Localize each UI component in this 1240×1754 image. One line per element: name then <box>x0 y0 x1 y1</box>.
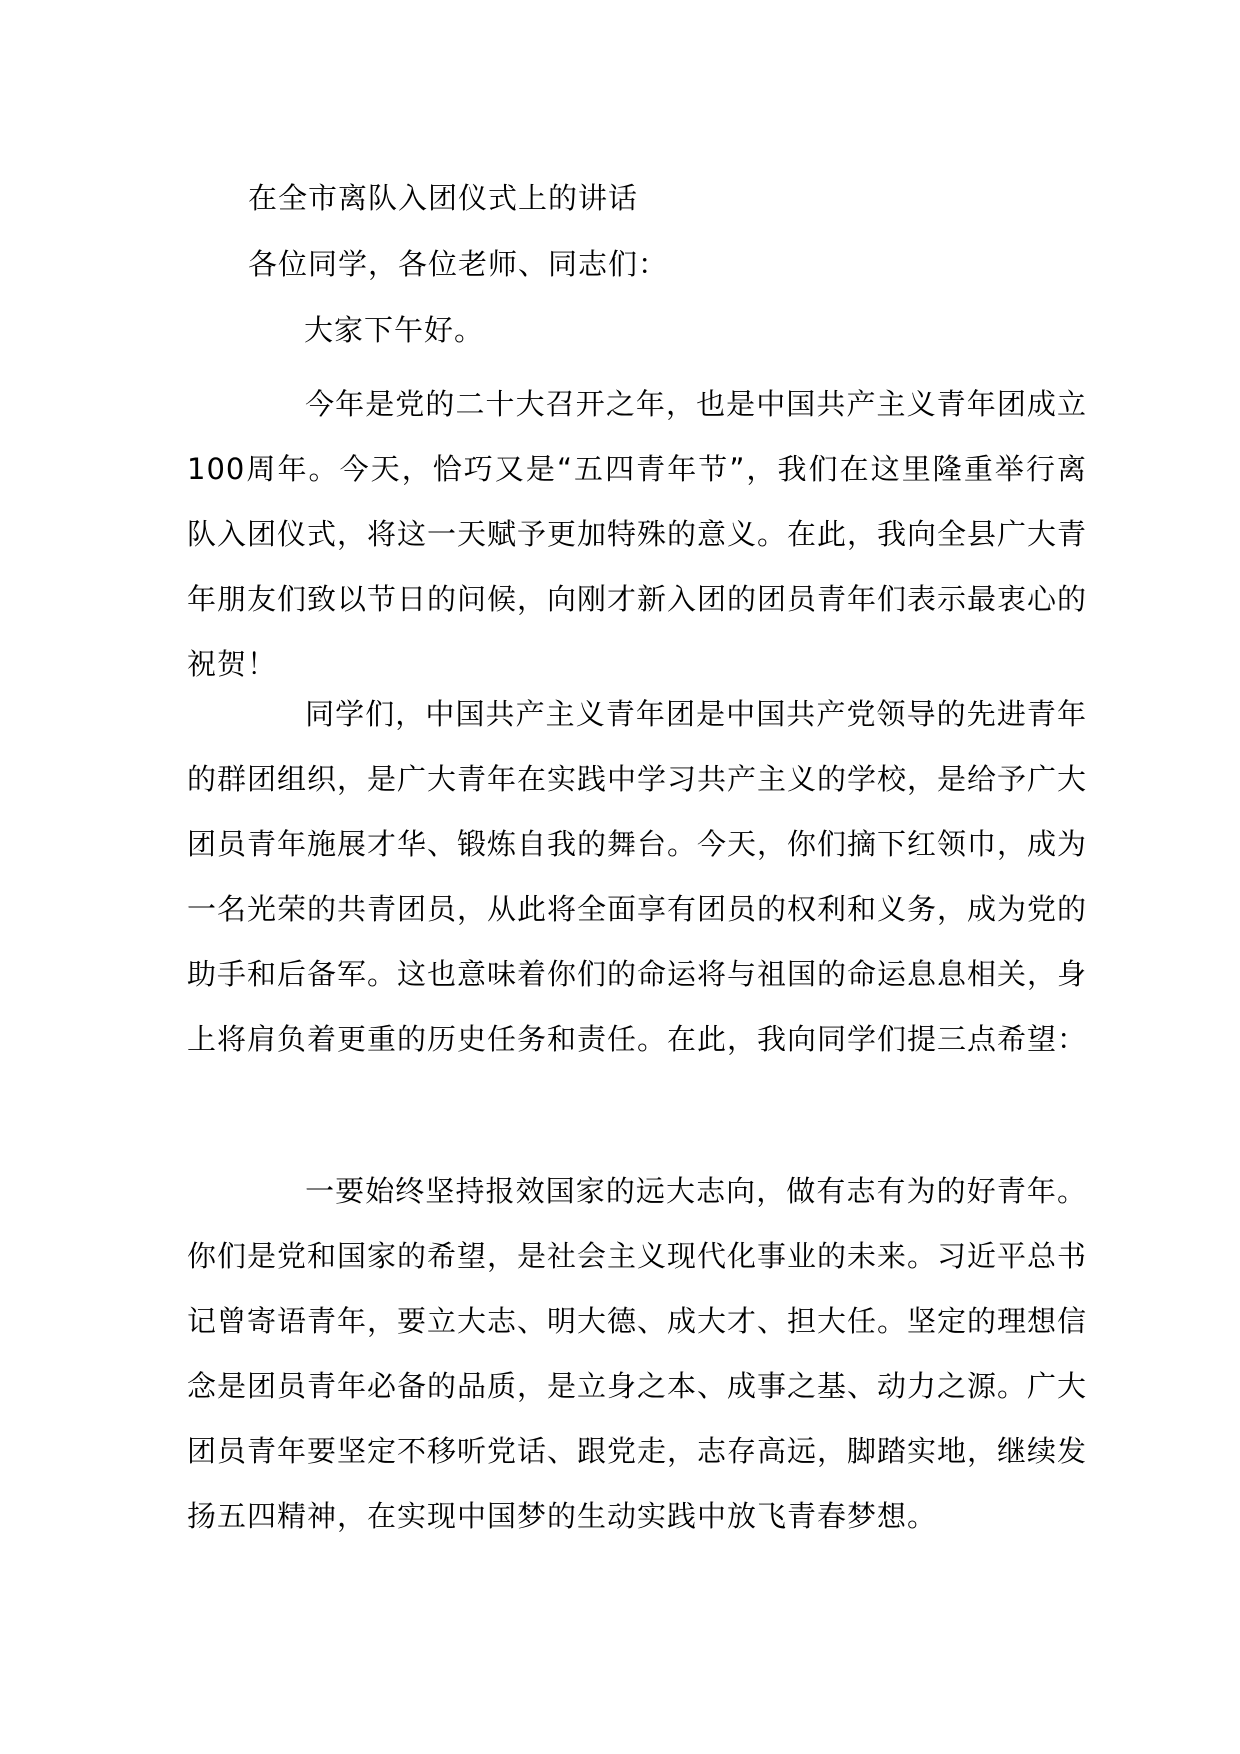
salutation: 各位同学，各位老师、同志们： <box>248 247 669 281</box>
paragraph-text: 同学们，中国共产主义青年团是中国共产党领导的先进青年的群团组织，是广大青年在实践中学习共产主义的学校，是给予广大团员青年施展才华、锻炼自我的舞台。今天，你们摘下红领巾，成为一名光荣的共青团员，从此将全面享有团员的权利和义务，成为党的助手和后备军。这也意味着你们的命运将与祖国的命运息息相关，身上将肩负着更重的历史任务和责任。在此，我向同学们提三点希望： <box>187 697 1088 1056</box>
paragraph-anniversary <box>187 372 1087 697</box>
speech-title: 在全市离队入团仪式上的讲话 <box>248 181 639 215</box>
greeting: 大家下午好。 <box>304 313 485 347</box>
paragraph-text: 今年是党的二十大召开之年，也是中国共产主义青年团成立100周年。今天，恰巧又是“五四青年节”，我们在这里隆重举行离队入团仪式，将这一天赋予更加特殊的意义。在此，我向全县广大青年朋友们致以节日的问候，向刚才新入团的团员青年们表示最衷心的祝贺！ <box>187 387 1088 681</box>
paragraph-text: 一要始终坚持报效国家的远大志向，做有志有为的好青年。你们是党和国家的希望，是社会主义现代化事业的未来。习近平总书记曾寄语青年，要立大志、明大德、成大才、担大任。坚定的理想信念是团员青年必备的品质，是立身之本、成事之基、动力之源。广大团员青年要坚定不移听党话、跟党走，志存高远，脚踏实地，继续发扬五四精神，在实现中国梦的生动实践中放飞青春梦想。 <box>187 1174 1088 1533</box>
paragraph-league-role <box>187 682 1087 1072</box>
paragraph-first-hope <box>187 1159 1087 1549</box>
